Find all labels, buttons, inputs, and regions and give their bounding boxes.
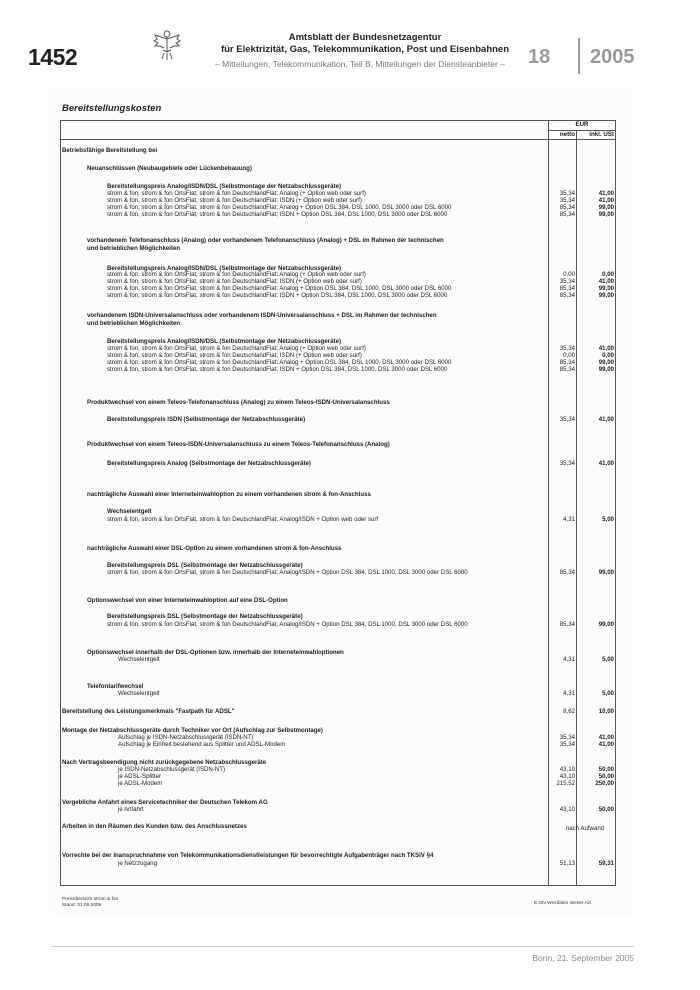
page-number: 1452 [28,44,78,70]
price-netto: 215,52 [556,780,575,787]
price-netto: 35,34 [559,197,575,204]
price-inkl-ust: 99,00 [598,211,614,218]
price-netto: 35,34 [559,416,575,423]
price-inkl-ust: 0,00 [602,271,614,278]
price-netto: 85,34 [559,292,575,299]
price-netto: 0,00 [563,352,575,359]
price-inkl-ust: 41,00 [598,190,614,197]
price-inkl-ust: 5,00 [602,656,614,663]
table-row-label: Neuanschlüssen (Neubaugebiete oder Lückenbebauung) [87,165,252,172]
table-row-label: Wechselentgelt [118,690,160,697]
table-row-label: je ADSL-Modem [118,780,163,787]
price-netto: 35,34 [559,734,575,741]
table-row-label: Bereitstellungspreis Analog/ISDN/DSL (Selbstmontage der Netzabschlussgeräte) [107,183,341,190]
table-row-label: strom & fon, strom & fon OrtsFlat, strom & fon DeutschlandFlat; ISDN + Option DSL 384, DSL 1000, DSL 3000 oder DSL 6000 [107,211,448,218]
document-footer-right: E.ON Westfalen Weser AG [534,901,592,906]
price-netto: 85,34 [559,359,575,366]
table-row-label: Nach Vertragsbeendigung nicht zurückgegebene Netzabschlussgeräte [62,759,267,766]
price-inkl-ust: 250,00 [595,780,614,787]
price-inkl-ust: 99,00 [598,292,614,299]
column-header-netto: netto [559,131,575,138]
column-header-inkl: inkl. USt [589,131,614,138]
table-row-label: strom & fon, strom & fon OrtsFlat, strom & fon DeutschlandFlat; Analog (+ Option web oder surf) [107,271,366,278]
table-row-label: vorhandenem Telefonanschluss (Analog) oder vorhandenem Telefonanschluss (Analog) + DSL im Rahmen der technischen [87,237,444,244]
table-row-label: Optionswechsel innerhalb der DSL-Optionen bzw. innerhalb der Interneteinwahloptionen [87,649,344,656]
price-netto: 85,34 [559,366,575,373]
price-netto: 8,62 [563,708,575,715]
table-row-label: Optionswechsel von einer Interneteinwahloption auf eine DSL-Option [87,597,288,604]
price-inkl-ust: 99,00 [598,621,614,628]
table-row-label: Bereitstellung des Leistungsmerkmals "Fastpath für ADSL" [62,708,235,715]
price-inkl-ust: 99,00 [598,359,614,366]
header-separator [578,38,580,74]
price-inkl-ust: 50,00 [598,806,614,813]
table-row-label: strom & fon, strom & fon OrtsFlat, strom & fon DeutschlandFlat; Analog/ISDN + Option DSL 384, DSL 1000, DSL 3000 oder DSL 6000 [107,569,468,576]
table-row-label: Vergebliche Anfahrt eines Servicetechniker der Deutschen Telekom AG [62,799,268,806]
table-row-label: strom & fon, strom & fon OrtsFlat, strom & fon DeutschlandFlat; Analog + Option DSL 384, DSL 1000, DSL 3000 oder DSL 6000 [107,285,452,292]
table-row-label: strom & fon, strom & fon OrtsFlat, strom & fon DeutschlandFlat; ISDN + Option DSL 384, DSL 1000, DSL 3000 oder DSL 6000 [107,292,448,299]
table-row-label: strom & fon, strom & fon OrtsFlat, strom & fon DeutschlandFlat; Analog + Option DSL 384, DSL 1000, DSL 3000 oder DSL 6000 [107,359,452,366]
table-row-label: Telefontarifwechsel [87,683,144,690]
price-inkl-ust: 41,00 [598,197,614,204]
table-row-label: nachträgliche Auswahl einer DSL-Option zu einem vorhandenen strom & fon-Anschluss [87,545,342,552]
price-netto: 85,34 [559,621,575,628]
table-row-label: Wechselentgelt [107,508,152,515]
price-inkl-ust: 99,00 [598,285,614,292]
table-row-label: je ISDN-Netzabschlussgerät (ISDN-NT) [118,766,226,773]
price-netto: 51,13 [559,860,575,867]
issue-number: 18 [528,46,551,68]
table-row-label: strom & fon, strom & fon OrtsFlat, strom & fon DeutschlandFlat; Analog (+ Option web oder surf) [107,190,366,197]
publication-title-line1: Amtsblatt der Bundesnetzagentur [288,32,442,43]
table-row-label: je Anfahrt [118,806,144,813]
page-footer: Bonn, 21. September 2005 [532,953,634,963]
price-netto: 35,34 [559,345,575,352]
table-row-label: strom & fon, strom & fon OrtsFlat, strom & fon DeutschlandFlat; ISDN + Option DSL 384, DSL 1000, DSL 3000 oder DSL 6000 [107,366,448,373]
table-row-label: Bereitstellungspreis DSL (Selbstmontage der Netzabschlussgeräte) [107,562,303,569]
table-row-label: Aufschlag je ISDN-Netzabschlussgerät (ISDN-NT) [118,734,254,741]
table-row-label: strom & fon, strom & fon OrtsFlat, strom & fon DeutschlandFlat; ISDN (+ Option web oder surf) [107,278,362,285]
price-netto: 35,34 [559,190,575,197]
table-row-label: nachträgliche Auswahl einer Interneteinwahloption zu einem vorhandenen strom & fon-Anschluss [87,491,371,498]
issue-year: 2005 [590,46,635,68]
document-footer-left: Preisübersicht strom & fon [62,897,119,902]
table-row-label: Bereitstellungspreis Analog/ISDN/DSL (Selbstmontage der Netzabschlussgeräte) [107,338,341,345]
table-row-label: Bereitstellungspreis Analog (Selbstmontage der Netzabschlussgeräte) [107,460,311,467]
price-inkl-ust: 5,00 [602,516,614,523]
table-row-label: und betrieblichen Möglichkeiten [87,245,181,252]
table-row-label: je ADSL-Splitter [118,773,162,780]
table-row-label: Bereitstellungspreis DSL (Selbstmontage der Netzabschlussgeräte) [107,613,303,620]
price-inkl-ust: 59,31 [598,860,614,867]
table-divider [60,139,616,140]
price-inkl-ust: 41,00 [598,278,614,285]
publication-title-line2: für Elektrizität, Gas, Telekommunikation, Post und Eisenbahnen [220,44,510,55]
column-header-currency: EUR [575,121,589,128]
price-inkl-ust: 99,00 [598,204,614,211]
table-row-label: Produktwechsel von einem Teleos-Telefonanschluss (Analog) zu einem Teleos-ISDN-Universalanschluss [87,399,390,406]
table-row-label: strom & fon, strom & fon OrtsFlat, strom & fon DeutschlandFlat; Analog/ISDN + Option DSL 384, DSL 1000, DSL 3000 oder DSL 6000 [107,621,468,628]
price-inkl-ust: 50,00 [598,773,614,780]
price-inkl-ust: 99,00 [598,569,614,576]
footer-rule [52,946,634,947]
price-inkl-ust: 41,00 [598,460,614,467]
table-row-label: Betriebsfähige Bereitstellung bei [62,147,158,154]
price-netto: 43,10 [559,773,575,780]
table-row-label: Arbeiten in den Räumen des Kunden bzw. des Anschlussnetzes [62,823,247,830]
price-netto: 85,34 [559,569,575,576]
price-netto: 4,31 [563,690,575,697]
price-netto: 35,34 [559,460,575,467]
table-row-label: strom & fon, strom & fon OrtsFlat, strom & fon DeutschlandFlat; ISDN (+ Option web oder surf) [107,197,362,204]
document-footer-date: Stand: 01.09.2005 [62,903,102,908]
document-title: Bereitstellungskosten [62,103,162,114]
price-netto: 4,31 [563,516,575,523]
table-row-label: Vorrechte bei der Inanspruchnahme von Telekommunikationsdienstleistungen für bevorrechtigte Aufgabenträger nach TKSiV §4 [62,852,434,859]
table-row-label: strom & fon, strom & fon OrtsFlat, strom & fon DeutschlandFlat; Analog + Option DSL 384, DSL 1000, DSL 3000 oder DSL 6000 [107,204,452,211]
table-row-label: Aufschlag je Einheit bestehend aus Splitter und ADSL-Modem [118,741,286,748]
price-netto: 35,34 [559,741,575,748]
price-netto: 4,31 [563,656,575,663]
price-inkl-ust: 41,00 [598,734,614,741]
price-inkl-ust: 0,00 [602,352,614,359]
table-row-label: Bereitstellungspreis ISDN (Selbstmontage der Netzabschlussgeräte) [107,416,306,423]
table-row-label: strom & fon, strom & fon OrtsFlat, strom & fon DeutschlandFlat; Analog/ISDN + Option web oder surf [107,516,379,523]
price-netto: 0,00 [563,271,575,278]
table-row-label: Montage der Netzabschlussgeräte durch Techniker vor Ort (Aufschlag zur Selbstmontage) [62,727,323,734]
price-netto: 85,34 [559,285,575,292]
price-inkl-ust: 41,00 [598,416,614,423]
price-inkl-ust: 41,00 [598,345,614,352]
price-inkl-ust: 99,00 [598,366,614,373]
price-inkl-ust: 41,00 [598,741,614,748]
price-netto: 43,10 [559,766,575,773]
publication-subtitle: – Mitteilungen, Telekommunikation, Teil B, Mitteilungen der Diensteanbieter – [215,59,505,69]
price-inkl-ust: 5,00 [602,690,614,697]
table-row-label: vorhandenem ISDN-Universalanschluss oder vorhandenem ISDN-Universalanschluss + DSL im Rahmen der technischen [87,312,437,319]
table-row-label: strom & fon, strom & fon OrtsFlat, strom & fon DeutschlandFlat; Analog (+ Option web oder surf) [107,345,366,352]
price-netto: 43,10 [559,806,575,813]
table-row-label: Wechselentgelt [118,656,160,663]
price-netto: 35,34 [559,278,575,285]
table-row-label: strom & fon, strom & fon OrtsFlat, strom & fon DeutschlandFlat; ISDN (+ Option web oder surf) [107,352,362,359]
table-row-label: Bereitstellungspreis Analog/ISDN/DSL (Selbstmontage der Netzabschlussgeräte) [107,265,341,272]
price-inkl-ust: 10,00 [598,708,614,715]
table-row-label: Produktwechsel von einem Teleos-ISDN-Universalanschluss zu einem Teleos-Telefonanschluss (Analog) [87,441,390,448]
price-netto: 85,34 [559,204,575,211]
table-row-label: und betrieblichen Möglichkeiten [87,320,181,327]
aufwand-note: nach Aufwand [565,825,605,832]
price-inkl-ust: 50,00 [598,766,614,773]
table-row-label: je Netzzugang [118,860,157,867]
price-netto: 85,34 [559,211,575,218]
